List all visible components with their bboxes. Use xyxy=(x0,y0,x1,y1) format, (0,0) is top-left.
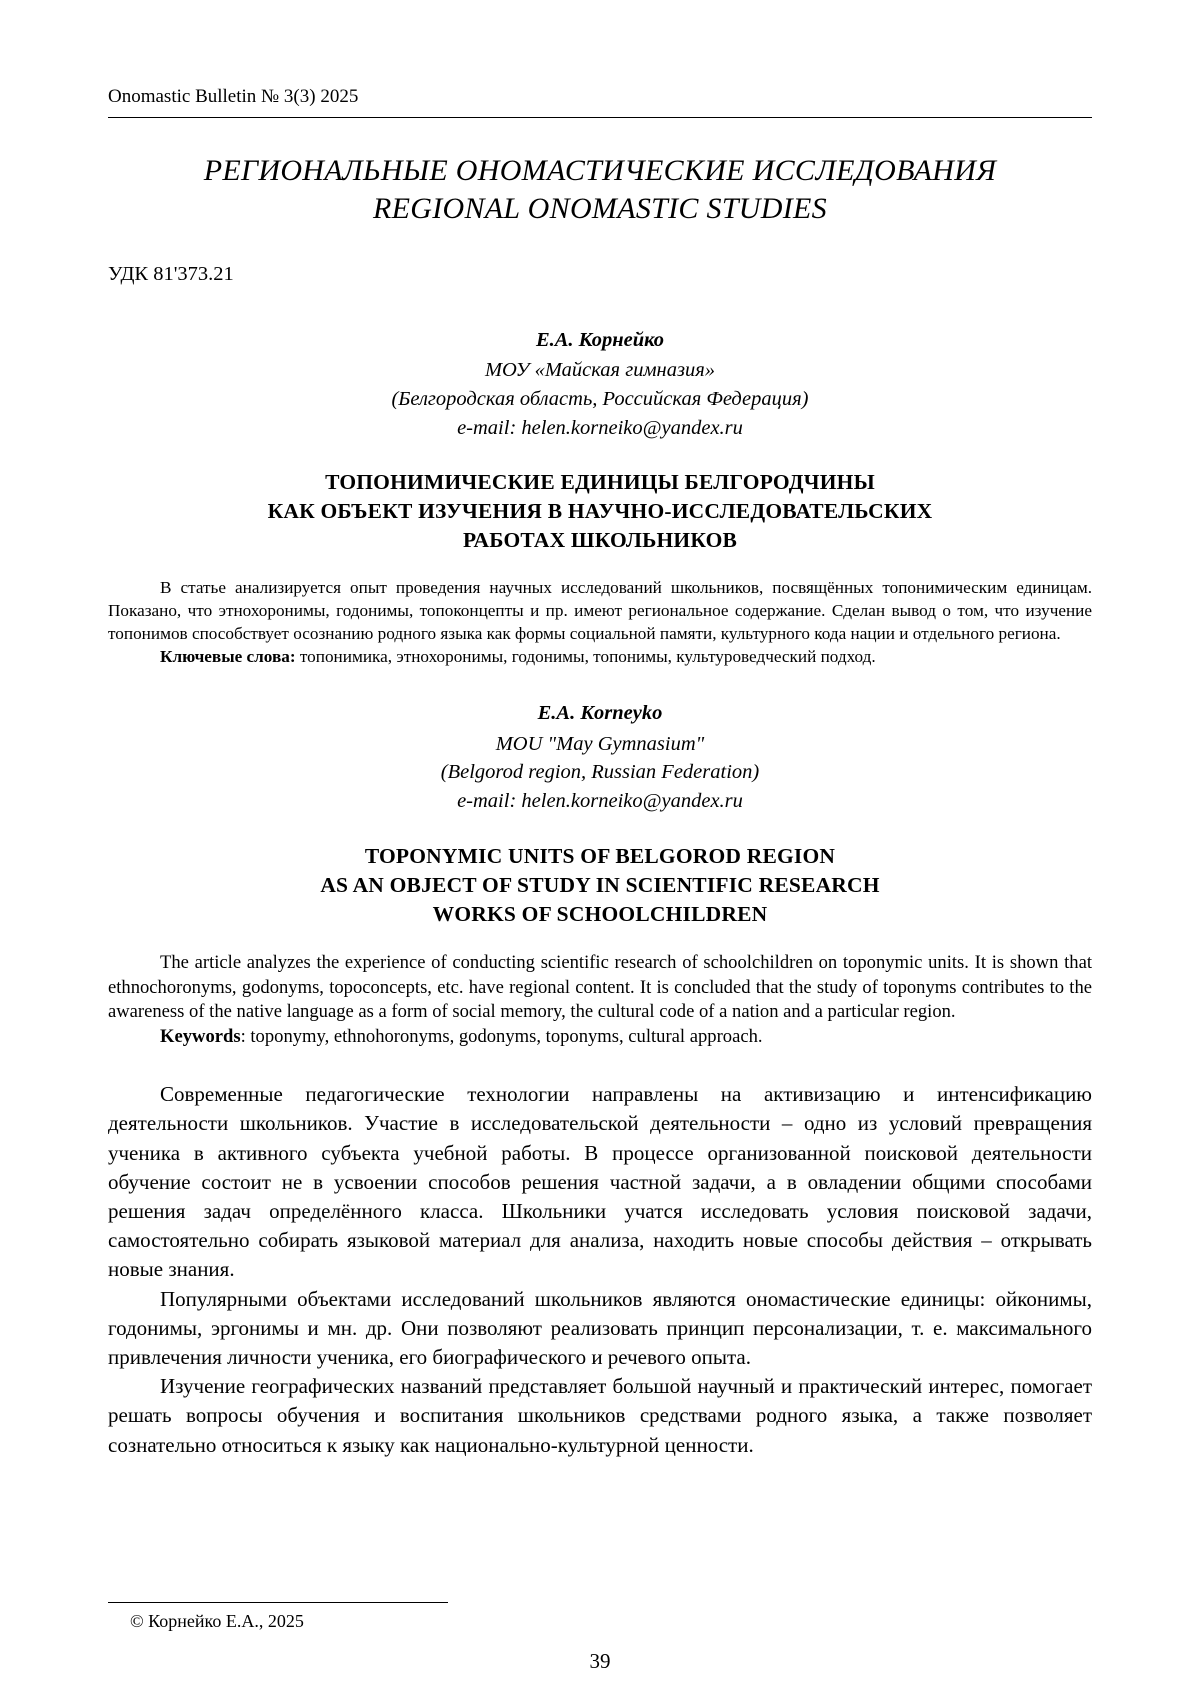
section-title-ru: РЕГИОНАЛЬНЫЕ ОНОМАСТИЧЕСКИЕ ИССЛЕДОВАНИЯ xyxy=(203,153,997,187)
keywords-ru-value: топонимика, этнохоронимы, годонимы, топонимы, культуроведческий подход. xyxy=(295,647,876,666)
body-paragraph-2: Популярными объектами исследований школьников являются ономастические единицы: ойконимы, годонимы, эргонимы и мн. др. Они позволяют реализовать принцип персонализации, т. е. максимального привлечения личности ученика, его биографического и речевого опыта. xyxy=(108,1286,1092,1369)
running-head: Onomastic Bulletin № 3(3) 2025 xyxy=(108,86,359,107)
author-block-en xyxy=(108,699,1092,816)
article-title-ru-line-2: КАК ОБЪЕКТ ИЗУЧЕНИЯ В НАУЧНО-ИССЛЕДОВАТЕЛЬСКИХ xyxy=(267,499,933,524)
author-email-ru: e-mail: helen.korneiko@yandex.ru xyxy=(457,416,743,439)
body-paragraph-1: Современные педагогические технологии направлены на активизацию и интенсификацию деятельности школьников. Участие в исследовательской деятельности – одно из условий превращения ученика в активного субъекта учебной работы. В процессе организованной поисковой деятельности обучение состоит не в усвоении способов решения частной задачи, а в овладении общими способами решения задач определённого класса. Школьники учатся исследовать условия поисковой задачи, самостоятельно собирать языковой материал для анализа, находить новые способы действия – открывать новые знания. xyxy=(108,1082,1092,1282)
article-title-ru xyxy=(108,468,1092,555)
keywords-ru xyxy=(108,646,1092,669)
article-title-en-line-3: WORKS OF SCHOOLCHILDREN xyxy=(432,901,768,926)
keywords-en xyxy=(108,1025,1092,1050)
footnote-divider xyxy=(108,1602,448,1603)
author-block-ru xyxy=(108,326,1092,443)
copyright-notice: © Корнейко Е.А., 2025 xyxy=(130,1611,304,1631)
abstract-ru: В статье анализируется опыт проведения научных исследований школьников, посвящённых топонимическим единицам. Показано, что этнохоронимы, годонимы, топоконцепты и пр. имеют региональное содержание. Сделан вывод о том, что изучение топонимов способствует осознанию родного языка как формы социальной памяти, культурного кода нации и отдельного региона. xyxy=(108,578,1092,644)
section-title xyxy=(108,152,1092,229)
author-location-en: (Belgorod region, Russian Federation) xyxy=(440,761,760,784)
article-title-ru-line-3: РАБОТАХ ШКОЛЬНИКОВ xyxy=(462,528,738,553)
keywords-en-label: Keywords xyxy=(160,1026,241,1048)
page-footer xyxy=(108,1602,1092,1632)
abstract-en: The article analyzes the experience of conducting scientific research of schoolchildren on toponymic units. It is shown that ethnochoronyms, godonyms, topoconcepts, etc. have regional content. It is concluded that the study of toponyms contributes to the awareness of the native language as a form of social memory, the cultural code of a nation and a particular region. xyxy=(108,951,1092,1023)
author-email-en: e-mail: helen.korneiko@yandex.ru xyxy=(457,789,743,812)
author-affiliation-en: MOU "May Gymnasium" xyxy=(495,732,705,755)
body-paragraph-3: Изучение географических названий представляет большой научный и практический интерес, помогает решать вопросы обучения и воспитания школьников средствами родного языка, а также позволяет сознательно относиться к языку как национально-культурной ценности. xyxy=(108,1374,1092,1457)
header-divider xyxy=(108,117,1092,118)
keywords-en-value: : toponymy, ethnohoronyms, godonyms, toponyms, cultural approach. xyxy=(240,1026,763,1048)
author-affiliation-ru: МОУ «Майская гимназия» xyxy=(484,359,715,382)
keywords-ru-label: Ключевые слова: xyxy=(160,647,296,666)
article-title-en-line-2: AS AN OBJECT OF STUDY IN SCIENTIFIC RESEARCH xyxy=(320,872,880,897)
section-title-en: REGIONAL ONOMASTIC STUDIES xyxy=(373,192,827,226)
udc-code: УДК 81'373.21 xyxy=(108,262,234,285)
body-text xyxy=(108,1080,1092,1459)
author-location-ru: (Белгородская область, Российская Федерация) xyxy=(391,387,809,410)
article-title-en-line-1: TOPONYMIC UNITS OF BELGOROD REGION xyxy=(364,843,836,868)
author-name-en: E.A. Korneyko xyxy=(537,701,663,724)
article-title-ru-line-1: ТОПОНИМИЧЕСКИЕ ЕДИНИЦЫ БЕЛГОРОДЧИНЫ xyxy=(325,470,875,495)
author-name-ru: Е.А. Корнейко xyxy=(535,328,665,351)
page-number: 39 xyxy=(589,1649,611,1673)
article-title-en xyxy=(108,842,1092,929)
